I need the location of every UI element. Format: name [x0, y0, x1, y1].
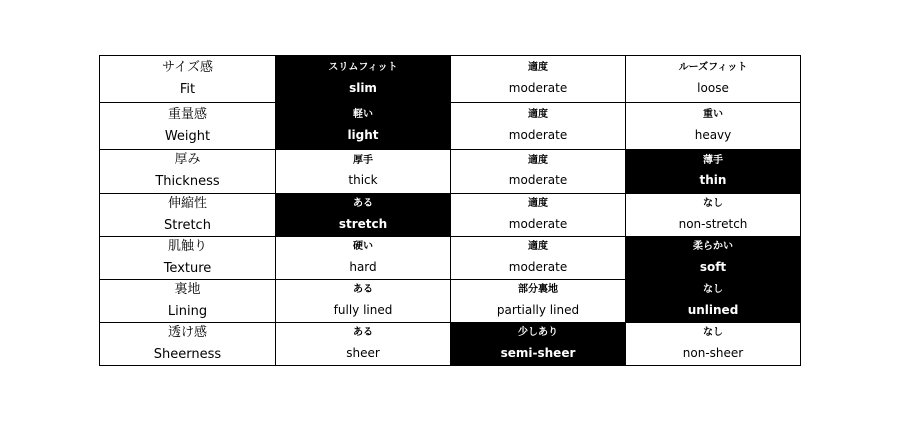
product-spec-table: [99, 55, 801, 366]
option-cell-selected: [626, 280, 801, 323]
option-en: loose: [697, 80, 729, 95]
option-cell: [451, 103, 626, 150]
row-label-jp: 厚み: [174, 152, 201, 168]
option-jp: 軽い: [353, 109, 373, 121]
option-jp: なし: [703, 327, 723, 339]
option-jp: ある: [353, 327, 373, 339]
option-en: unlined: [687, 302, 739, 317]
row-label-jp: 伸縮性: [167, 195, 207, 211]
row-label-en: Weight: [164, 128, 211, 144]
option-jp: 柔らかい: [693, 241, 733, 253]
option-en: thick: [348, 173, 378, 188]
option-cell: [451, 280, 626, 323]
option-cell: [451, 56, 626, 103]
row-label-cell: [100, 280, 276, 323]
option-jp: 硬い: [353, 241, 373, 253]
option-cell: [451, 237, 626, 280]
option-jp: 部分裏地: [518, 284, 558, 296]
option-en: moderate: [508, 80, 568, 95]
option-cell: [626, 103, 801, 150]
option-jp: 少しあり: [518, 327, 558, 339]
option-cell: [276, 323, 451, 366]
option-en: slim: [349, 80, 377, 95]
option-en: moderate: [508, 173, 568, 188]
option-jp: ルーズフィット: [678, 62, 748, 74]
option-cell-selected: [276, 194, 451, 237]
option-cell: [626, 323, 801, 366]
option-jp: ある: [353, 198, 373, 210]
row-label-en: Fit: [179, 81, 196, 97]
option-en: partially lined: [496, 302, 580, 317]
option-cell-selected: [626, 237, 801, 280]
table-row-fit: [100, 56, 801, 103]
row-label-cell: [100, 323, 276, 366]
spec-table-body: [100, 56, 801, 366]
row-label-en: Stretch: [164, 217, 211, 233]
option-en: moderate: [508, 259, 568, 274]
option-jp: ある: [353, 284, 373, 296]
option-en: soft: [699, 259, 727, 274]
table-row-stretch: [100, 194, 801, 237]
option-jp: 適度: [528, 198, 548, 210]
option-en: light: [347, 127, 379, 142]
table-row-sheerness: [100, 323, 801, 366]
row-label-jp: 肌触り: [167, 238, 207, 254]
option-en: stretch: [338, 216, 388, 231]
option-jp: 適度: [528, 109, 548, 121]
option-en: sheer: [346, 345, 380, 360]
row-label-jp: 透け感: [167, 324, 207, 340]
table-row-thickness: [100, 150, 801, 194]
table-row-texture: [100, 237, 801, 280]
option-en: hard: [349, 259, 377, 274]
option-en: moderate: [508, 127, 568, 142]
row-label-jp: 裏地: [174, 281, 201, 297]
row-label-jp: サイズ感: [162, 59, 213, 75]
option-cell: [451, 150, 626, 194]
option-cell: [276, 237, 451, 280]
row-label-cell: [100, 56, 276, 103]
row-label-cell: [100, 237, 276, 280]
option-en: moderate: [508, 216, 568, 231]
row-label-cell: [100, 150, 276, 194]
option-cell-selected: [451, 323, 626, 366]
option-jp: 重い: [703, 109, 723, 121]
option-jp: スリムフィット: [328, 62, 398, 74]
table-row-lining: [100, 280, 801, 323]
row-label-jp: 重量感: [167, 106, 207, 122]
option-cell: [626, 56, 801, 103]
option-en: thin: [699, 173, 727, 188]
option-cell: [451, 194, 626, 237]
option-cell: [276, 280, 451, 323]
option-en: fully lined: [333, 302, 393, 317]
row-label-en: Lining: [167, 303, 208, 319]
option-jp: なし: [703, 198, 723, 210]
option-jp: 適度: [528, 241, 548, 253]
row-label-cell: [100, 194, 276, 237]
option-en: non-sheer: [682, 345, 744, 360]
option-jp: 厚手: [353, 154, 373, 166]
option-en: heavy: [694, 127, 732, 142]
option-en: non-stretch: [678, 216, 748, 231]
option-jp: 適度: [528, 154, 548, 166]
option-jp: 薄手: [703, 154, 723, 166]
option-cell-selected: [276, 103, 451, 150]
row-label-en: Sheerness: [153, 346, 222, 362]
option-cell-selected: [626, 150, 801, 194]
option-cell-selected: [276, 56, 451, 103]
option-en: semi-sheer: [500, 345, 576, 360]
option-jp: 適度: [528, 62, 548, 74]
option-jp: なし: [703, 284, 723, 296]
row-label-en: Texture: [163, 260, 212, 276]
row-label-en: Thickness: [155, 174, 220, 189]
table-row-weight: [100, 103, 801, 150]
option-cell: [626, 194, 801, 237]
option-cell: [276, 150, 451, 194]
row-label-cell: [100, 103, 276, 150]
